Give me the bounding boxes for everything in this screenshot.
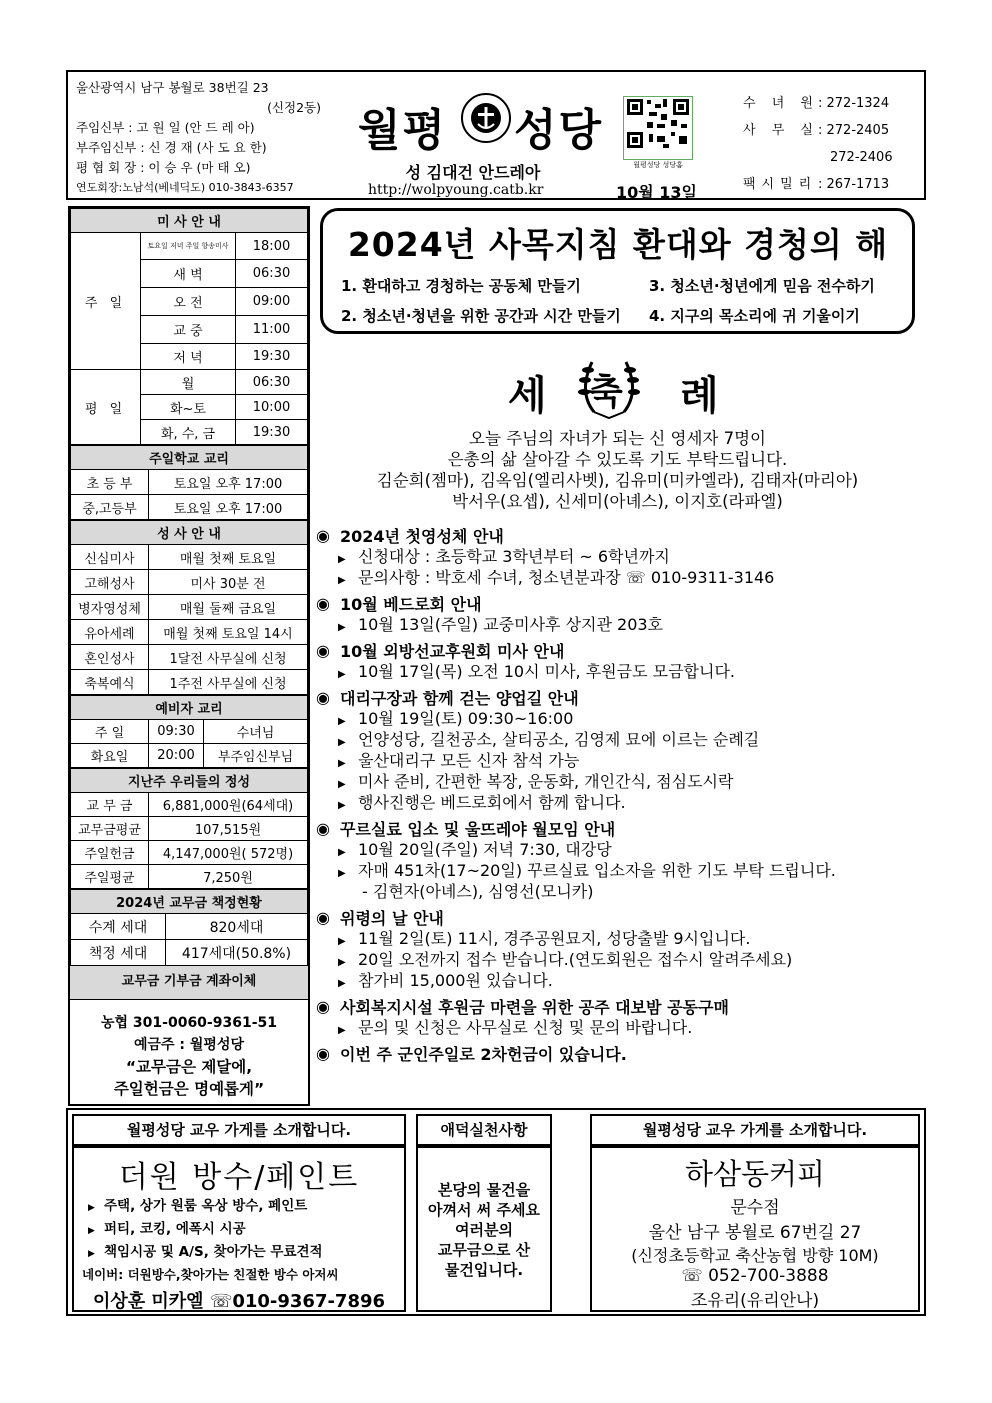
- ad3-title: 하삼동커피: [684, 1157, 826, 1191]
- class-time: 토요일 오후 17:00: [149, 470, 308, 495]
- account-holder: 예금주 : 월평성당: [133, 1037, 244, 1053]
- triangle-icon: ▶: [338, 1025, 346, 1036]
- sacrament-time: 매월 첫째 토요일: [149, 545, 308, 570]
- guideline-item: 2. 청소년·청년을 위한 공간과 시간 만들기: [341, 307, 621, 325]
- qr-caption: 월평성당 성당홈: [623, 160, 693, 170]
- offering-value: 4,147,000원( 572명): [149, 841, 308, 865]
- mass-name: 월: [141, 370, 236, 395]
- baptism-title-left: 세: [508, 373, 547, 419]
- sunday-label: 주 일: [71, 233, 141, 370]
- baptism-names: 김순희(젬마), 김옥임(엘리사벳), 김유미(미카엘라), 김태자(마리아): [376, 471, 859, 490]
- notice-title-text: 꾸르실료 입소 및 울뜨레야 월모임 안내: [340, 819, 616, 839]
- notice-detail: ▶ 10월 13일(주일) 교중미사후 상지관 203호: [316, 614, 916, 635]
- class-name: 중,고등부: [71, 495, 149, 520]
- sacrament-name: 병자영성체: [71, 595, 149, 620]
- catechumen-title: 예비자 교리: [71, 696, 308, 720]
- notice-detail: ▶ 10월 17일(목) 오전 10시 미사, 후원금도 모금합니다.: [316, 661, 916, 682]
- guideline-items: [341, 271, 901, 331]
- sacrament-name: 고해성사: [71, 570, 149, 595]
- charity-header: 애덕실천사항: [416, 1114, 552, 1146]
- issue-date: 10월 13일: [616, 183, 698, 202]
- class-time: 09:30: [149, 720, 204, 744]
- notice-detail: ▶ 참가비 15,000원 있습니다.: [316, 970, 916, 991]
- ad3-coffee: [590, 1146, 920, 1312]
- triangle-icon: ▶: [338, 669, 346, 680]
- notice-title: [316, 1042, 916, 1064]
- sacrament-time: 미사 30분 전: [149, 570, 308, 595]
- mass-name: 교 중: [141, 316, 236, 344]
- ad3-direction: (신정초등학교 축산농협 방향 10M): [631, 1246, 879, 1265]
- offering-report: [70, 768, 308, 889]
- charity-message: [416, 1146, 552, 1312]
- offering-value: 7,250원: [149, 865, 308, 889]
- contact-list: [743, 90, 923, 198]
- notice-detail: ▶ 신청대상 : 초등학교 3학년부터 ~ 6학년까지: [316, 546, 916, 567]
- notice-detail: ▶ 문의사항 : 박호세 수녀, 청소년분과장 ☏ 010-9311-3146: [316, 567, 916, 588]
- sacrament-time: 매월 첫째 토요일 14시: [149, 620, 308, 645]
- sacrament-name: 축복예식: [71, 670, 149, 695]
- ad1-items: [74, 1196, 404, 1265]
- patron-saint: 성 김대건 안드레아: [405, 163, 541, 182]
- mass-name: 새 벽: [141, 260, 236, 288]
- sacrament-name: 혼인성사: [71, 645, 149, 670]
- mass-time: 06:30: [236, 260, 308, 288]
- ad1-waterproofing: [72, 1146, 406, 1312]
- notice-title: [316, 817, 916, 839]
- bullet-icon: ◉: [316, 818, 330, 838]
- notice-item: [316, 639, 916, 682]
- memorial-head: 연도회장:노남석(베네딕도) 010-3843-6357: [76, 181, 294, 194]
- notice-item: [316, 686, 916, 813]
- slogan-line1: “교무금은 제달에,: [125, 1058, 253, 1076]
- triangle-icon: ▶: [338, 758, 346, 769]
- contact-row: [743, 144, 923, 171]
- bullet-icon: ◉: [316, 640, 330, 660]
- guideline-item: 1. 환대하고 경청하는 공동체 만들기: [341, 277, 581, 295]
- contact-label: 수 녀 원: [743, 96, 819, 111]
- triangle-icon: ▶: [338, 575, 346, 586]
- dues-title: 2024년 교무금 책정현황: [71, 890, 308, 914]
- contact-value: : 267-1713: [818, 177, 890, 192]
- contact-label: [743, 144, 818, 171]
- baptism-title-right: 례: [680, 373, 719, 419]
- notice-title: [316, 686, 916, 708]
- sacrament-title: 성 사 안 내: [71, 521, 308, 545]
- guideline-item: 4. 지구의 목소리에 귀 기울이기: [649, 307, 860, 325]
- notice-title-text: 이번 주 군인주일로 2차헌금이 있습니다.: [340, 1044, 627, 1064]
- charity-line: 여러분의: [455, 1221, 513, 1239]
- notice-title: [316, 995, 916, 1017]
- triangle-icon: ▶: [338, 978, 346, 989]
- dues-status: [70, 889, 308, 966]
- dues-value: 417세대(50.8%): [166, 940, 308, 966]
- ad1-naver: 네이버: 더원방수,찾아가는 친절한 방수 아저씨: [82, 1267, 339, 1282]
- notice-detail: ▶ 울산대리구 모든 신자 참석 가능: [316, 750, 916, 771]
- ad3-header: 월평성당 교우 가게를 소개합니다.: [590, 1114, 920, 1146]
- parish-info: [76, 78, 331, 198]
- class-time: 토요일 오후 17:00: [149, 495, 308, 520]
- mass-time: 19:30: [236, 344, 308, 370]
- mass-schedule: [70, 208, 308, 445]
- masthead: 울산광역시 남구 봉월로 38번길 23 (신정2동) 주임신부 : 고 원 일 (안 드 레 아) 부주임신부 : 신 경 재 (사 도 요 한) 평 협 회 장 : 이 승 우 (마 태 오) 연도회장:노남석(베네딕도) 010-3843-6357 월평 성당 성 김대건 안드레아 http://wolpyoung.catb.kr 월평성당 성당홈 10월 13일 수 녀 원 : 272-1324 사 무 실 : 272-2405 272-2406 팩시밀리 : 267-1713: [66, 70, 926, 200]
- catechumen-class: [70, 695, 308, 768]
- class-time: 20:00: [149, 744, 204, 768]
- baptism-announcement: [320, 428, 915, 512]
- notice-detail: ▶ 미사 준비, 간편한 복장, 운동화, 개인간식, 점심도시락: [316, 771, 916, 792]
- sacrament-time: 1달전 사무실에 신청: [149, 645, 308, 670]
- mass-time: 18:00: [236, 233, 308, 260]
- bullet-icon: ◉: [316, 687, 330, 707]
- bank-account: 농협 301-0060-9361-51: [101, 1015, 277, 1031]
- mass-name: 화~토: [141, 395, 236, 420]
- notice-list: [316, 524, 916, 1068]
- offering-title: 지난주 우리들의 정성: [71, 769, 308, 793]
- baptism-title-center: 축: [588, 372, 623, 413]
- dues-name: 수계 세대: [71, 914, 166, 940]
- mass-name: 오 전: [141, 288, 236, 316]
- bullet-icon: ◉: [316, 996, 330, 1016]
- mass-name: 저 녁: [141, 344, 236, 370]
- contact-label: 팩시밀리: [743, 177, 818, 192]
- notice-detail: ▶ 10월 19일(토) 09:30~16:00: [316, 708, 916, 729]
- triangle-icon: ▶: [338, 554, 346, 565]
- notice-title-text: 사회복지시설 후원금 마련을 위한 공주 대보밤 공동구매: [340, 997, 729, 1017]
- sunday-school-title: 주일학교 교리: [71, 446, 308, 470]
- class-day: 화요일: [71, 744, 149, 768]
- ad3-owner: 조유리(유리안나): [690, 1291, 820, 1311]
- offering-name: 주일헌금: [71, 841, 149, 865]
- baptism-line: 은총의 삶 살아갈 수 있도록 기도 부탁드립니다.: [447, 450, 788, 469]
- church-emblem-icon: [456, 86, 516, 156]
- charity-line: 교무금으로 산: [437, 1241, 531, 1259]
- address-line2: (신정2동): [267, 100, 321, 115]
- assistant-priest: 부주임신부 : 신 경 재 (사 도 요 한): [76, 140, 267, 155]
- sacrament-time: 매월 둘째 금요일: [149, 595, 308, 620]
- notice-title: [316, 592, 916, 614]
- pastoral-guideline-box: [320, 208, 915, 334]
- ad3-branch: 문수점: [730, 1198, 780, 1218]
- triangle-icon: ▶: [338, 622, 346, 633]
- notice-detail: ▶ 10월 20일(주일) 저녁 7:30, 대강당: [316, 839, 916, 860]
- sunday-school: [70, 445, 308, 520]
- contact-label: 사 무 실: [743, 123, 819, 138]
- charity-line: 본당의 물건을: [437, 1181, 531, 1199]
- mass-time: 09:00: [236, 288, 308, 316]
- notice-title-text: 10월 외방선교후원회 미사 안내: [340, 641, 565, 661]
- notice-detail: ▶ 언양성당, 길천공소, 살티공소, 김영제 묘에 이르는 순례길: [316, 729, 916, 750]
- address-line1: 울산광역시 남구 봉월로 38번길 23: [76, 80, 269, 95]
- bank-account-info: [70, 1012, 308, 1100]
- notice-title: [316, 906, 916, 928]
- council-head: 평 협 회 장 : 이 승 우 (마 태 오): [76, 160, 251, 175]
- mass-schedule-title: 미 사 안 내: [71, 209, 308, 233]
- triangle-icon: ▶: [338, 868, 346, 879]
- ad1-item: ▶ 책임시공 및 A/S, 찾아가는 무료견적: [88, 1244, 323, 1260]
- website-link[interactable]: http://wolpyoung.catb.kr: [368, 182, 544, 198]
- mass-name: 화, 수, 금: [141, 420, 236, 445]
- notice-title: [316, 639, 916, 661]
- offering-name: 교 무 금: [71, 793, 149, 817]
- weekday-label: 평 일: [71, 370, 141, 445]
- class-day: 주 일: [71, 720, 149, 744]
- notice-title-text: 대리구장과 함께 걷는 양업길 안내: [340, 688, 579, 708]
- bullet-icon: ◉: [316, 1043, 330, 1063]
- triangle-icon: ▶: [338, 936, 346, 947]
- contact-value: 272-2406: [830, 150, 893, 165]
- ad3-address: 울산 남구 봉월로 67번길 27: [648, 1223, 862, 1243]
- triangle-icon: ▶: [338, 800, 346, 811]
- notice-title: [316, 524, 916, 546]
- ad1-item: ▶ 퍼티, 코킹, 에폭시 시공: [88, 1221, 246, 1237]
- sacrament-time: 1주전 사무실에 신청: [149, 670, 308, 695]
- ad1-title: 더원 방수/페인트: [118, 1160, 360, 1195]
- notice-item: [316, 524, 916, 588]
- contact-row: [743, 171, 923, 198]
- bottom-ads: [66, 1108, 926, 1316]
- qr-code-icon[interactable]: [623, 96, 693, 169]
- offering-value: 6,881,000원(64세대): [149, 793, 308, 817]
- triangle-icon: ▶: [338, 716, 346, 727]
- class-teacher: 부주임신부님: [204, 744, 308, 768]
- ad1-item: ▶ 주택, 상가 원룸 옥상 방수, 페인트: [88, 1198, 308, 1214]
- notice-detail: ▶ 행사진행은 베드로회에서 함께 합니다.: [316, 792, 916, 813]
- transfer-title: 교무금 기부금 계좌이체: [70, 966, 308, 1000]
- guideline-title: 2024년 사목지침 환대와 경청의 해: [347, 225, 889, 264]
- baptism-title: [508, 352, 738, 424]
- baptism-line: 오늘 주님의 자녀가 되는 신 영세자 7명이: [469, 429, 766, 448]
- mass-time: 10:00: [236, 395, 308, 420]
- dues-value: 820세대: [166, 914, 308, 940]
- bullet-icon: ◉: [316, 525, 330, 545]
- offering-name: 주일평균: [71, 865, 149, 889]
- notice-title-text: 2024년 첫영성체 안내: [340, 526, 504, 546]
- triangle-icon: ▶: [338, 779, 346, 790]
- sidebar: [68, 206, 310, 1106]
- class-name: 초 등 부: [71, 470, 149, 495]
- charity-line: 물건입니다.: [444, 1261, 524, 1279]
- offering-value: 107,515원: [149, 817, 308, 841]
- contact-row: [743, 117, 923, 144]
- notice-title-text: 위령의 날 안내: [340, 908, 444, 928]
- notice-subdetail: - 김현자(아녜스), 심영선(모니카): [362, 882, 594, 901]
- contact-value: : 272-2405: [818, 123, 890, 138]
- triangle-icon: ▶: [338, 957, 346, 968]
- sacrament-name: 신심미사: [71, 545, 149, 570]
- bullet-icon: ◉: [316, 593, 330, 613]
- offering-name: 교무금평균: [71, 817, 149, 841]
- triangle-icon: ▶: [338, 847, 346, 858]
- charity-line: 아껴서 써 주세요: [428, 1201, 540, 1219]
- ad1-header: 월평성당 교우 가게를 소개합니다.: [72, 1114, 406, 1146]
- laurel-wreath-icon: [574, 352, 644, 422]
- mass-time: 06:30: [236, 370, 308, 395]
- sacrament-info: [70, 520, 308, 695]
- notice-item: [316, 995, 916, 1038]
- notice-detail: ▶ 20일 오전까지 접수 받습니다.(연도회원은 접수시 알려주세요): [316, 949, 916, 970]
- notice-detail: ▶ 11월 2일(토) 11시, 경주공원묘지, 성당출발 9시입니다.: [316, 928, 916, 949]
- notice-item: [316, 906, 916, 991]
- ad1-contact: 이상훈 미카엘 ☏010-9367-7896: [92, 1291, 386, 1312]
- notice-detail: ▶ 자매 451차(17~20일) 꾸르실료 입소자을 위한 기도 부탁 드립니다.: [316, 860, 916, 881]
- notice-item: [316, 1042, 916, 1064]
- pastor: 주임신부 : 고 원 일 (안 드 레 아): [76, 120, 255, 135]
- notice-title-text: 10월 베드로회 안내: [340, 594, 482, 614]
- guideline-item: 3. 청소년·청년에게 믿음 전수하기: [649, 277, 875, 295]
- mass-time: 19:30: [236, 420, 308, 445]
- contact-row: [743, 90, 923, 117]
- sacrament-name: 유아세례: [71, 620, 149, 645]
- triangle-icon: ▶: [338, 737, 346, 748]
- mass-name: 토요일 저녁 주일 향송미사: [141, 233, 236, 260]
- bullet-icon: ◉: [316, 907, 330, 927]
- dues-name: 책정 세대: [71, 940, 166, 966]
- class-teacher: 수녀님: [204, 720, 308, 744]
- notice-item: [316, 817, 916, 902]
- mass-time: 11:00: [236, 316, 308, 344]
- slogan-line2: 주일헌금은 명예롭게”: [113, 1080, 265, 1098]
- baptism-names: 박서우(요셉), 신세미(아녜스), 이지호(라파엘): [452, 492, 783, 511]
- ad3-phone: ☏ 052-700-3888: [681, 1266, 829, 1286]
- notice-detail: ▶ 문의 및 신청은 사무실로 신청 및 문의 바랍니다.: [316, 1017, 916, 1038]
- contact-value: : 272-1324: [818, 96, 890, 111]
- notice-item: [316, 592, 916, 635]
